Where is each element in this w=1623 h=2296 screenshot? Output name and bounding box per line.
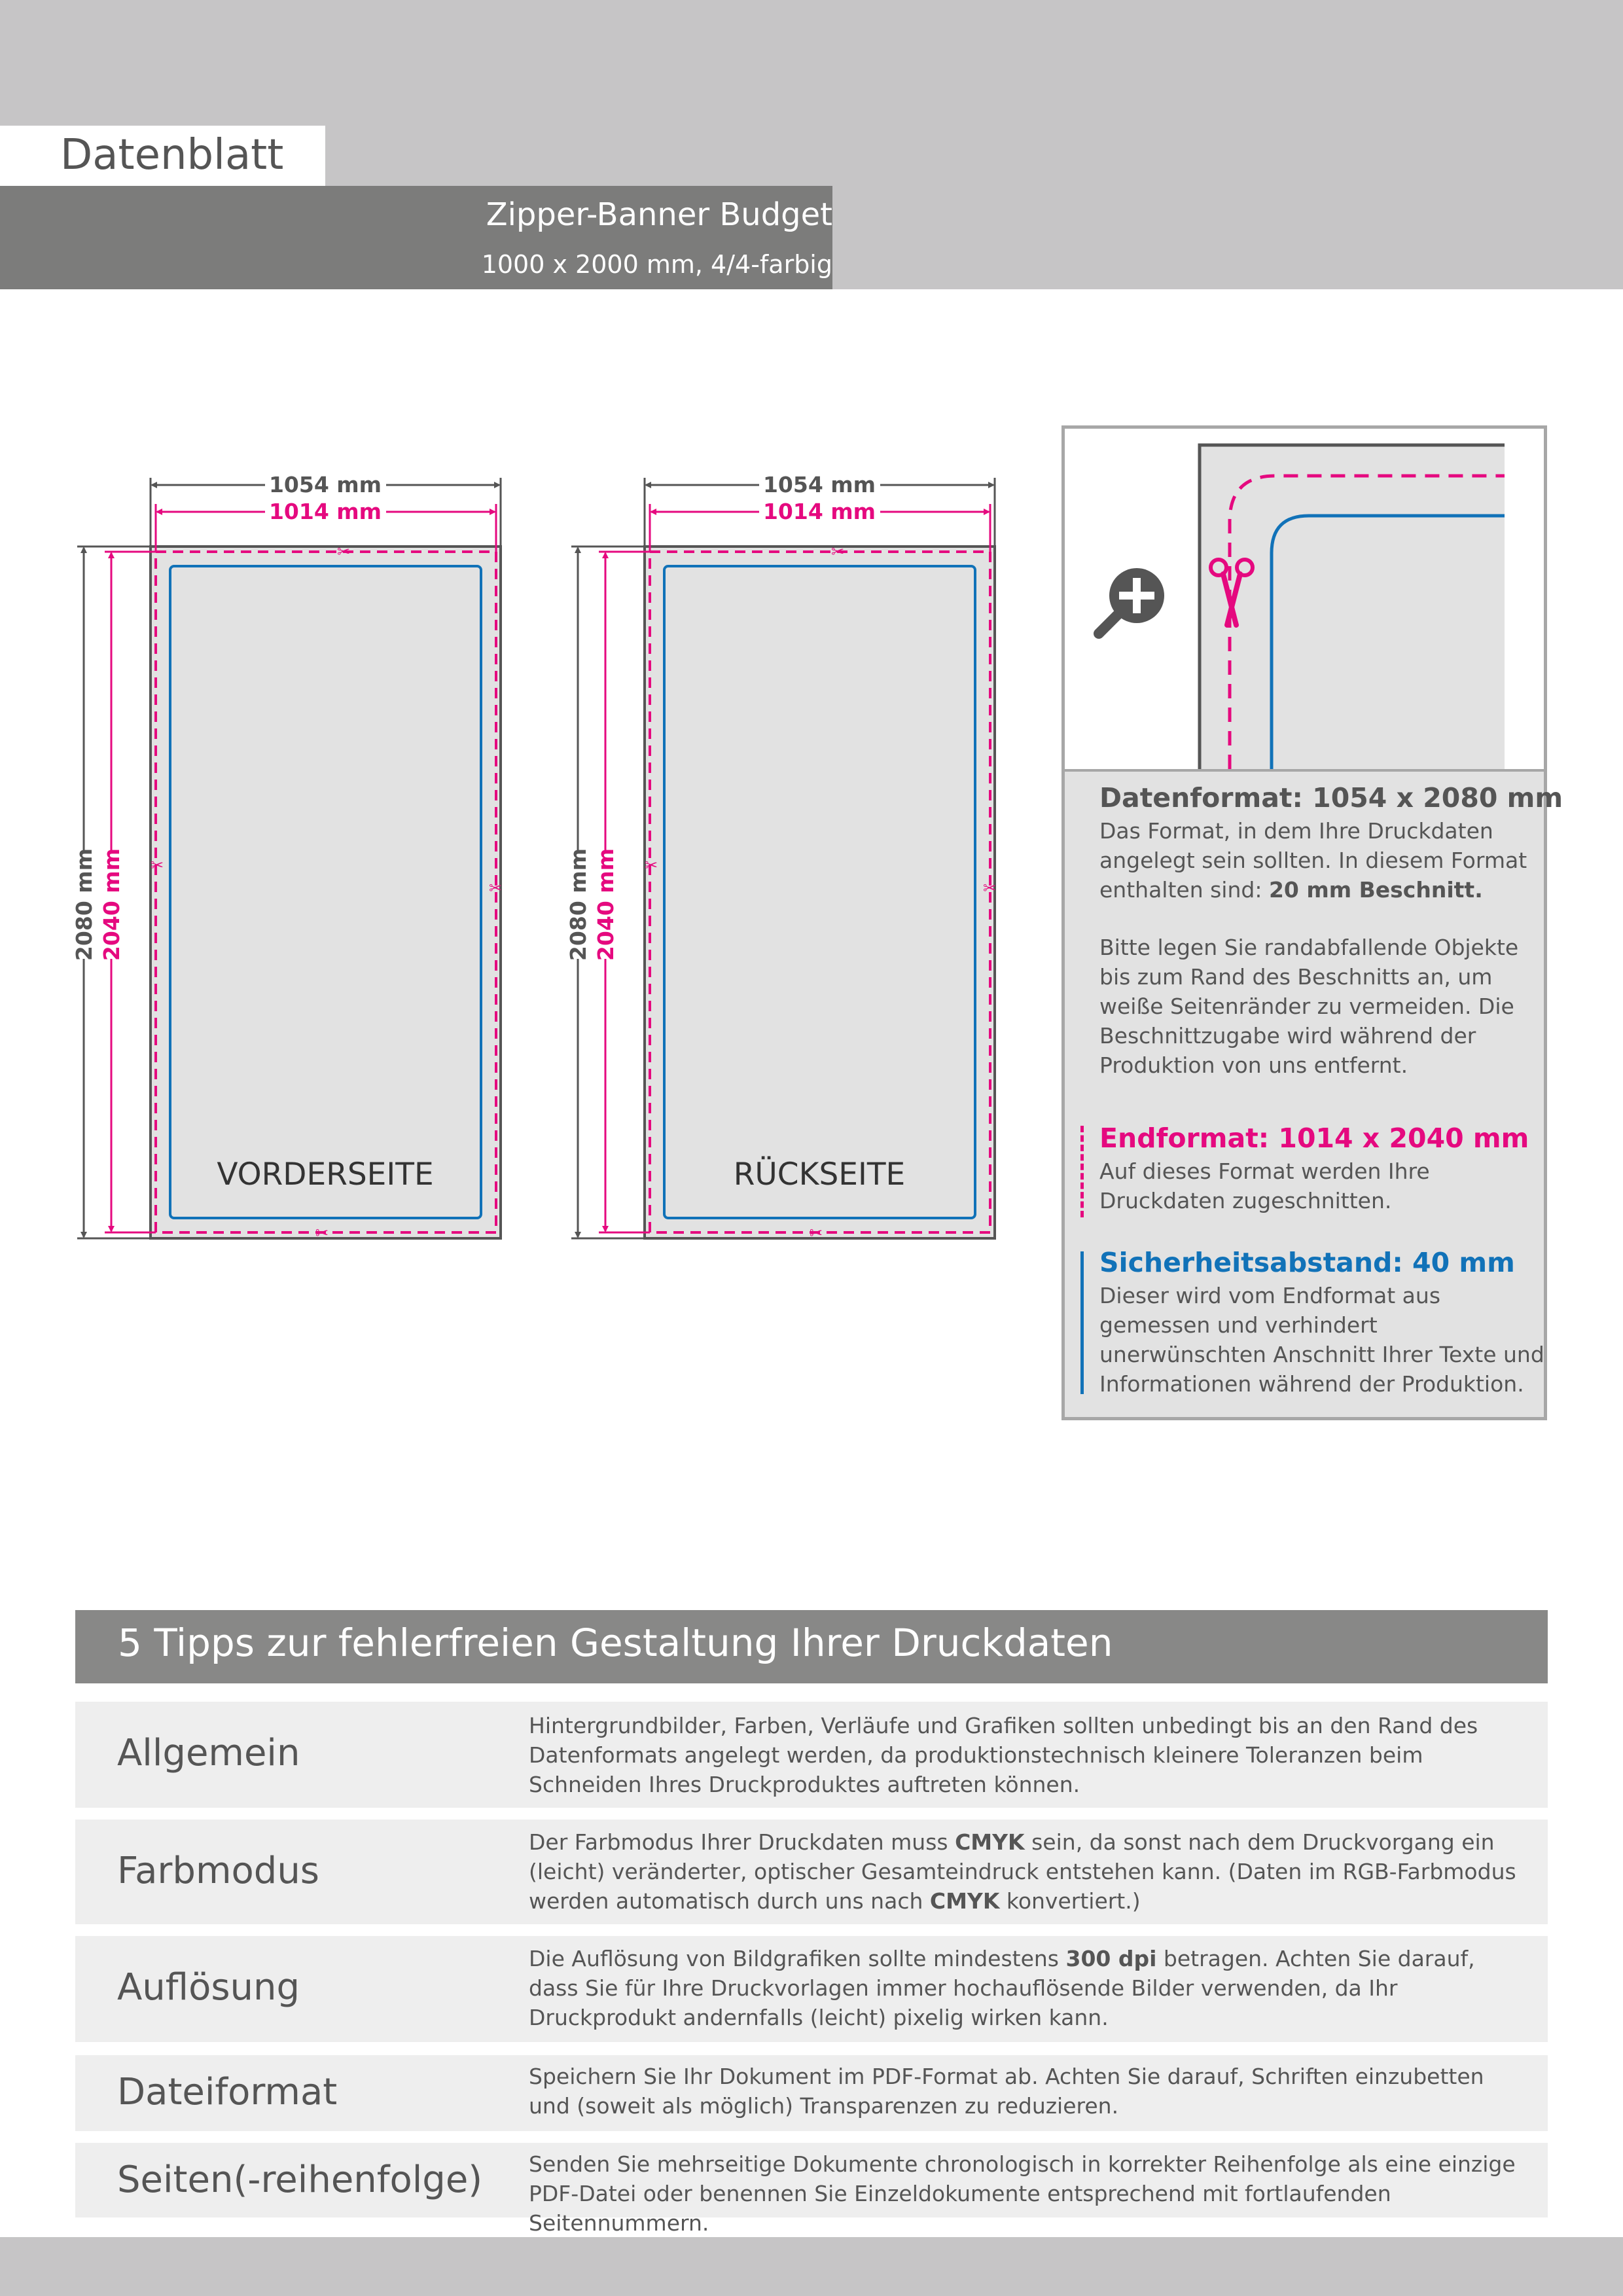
tip-label: Auflösung <box>117 1966 300 2009</box>
diagram-front <box>71 472 502 1242</box>
page-title: Datenblatt <box>60 131 284 179</box>
divider <box>1065 769 1544 772</box>
side-label: RÜCKSEITE <box>733 1157 906 1193</box>
endformat-text: Auf dieses Format werden Ihre Druckdaten zugeschnitten. <box>1099 1158 1430 1213</box>
endformat-marker <box>1080 1126 1084 1217</box>
product-name: Zipper-Banner Budget <box>486 196 832 233</box>
scissors-icon: ✂ <box>315 1224 329 1242</box>
scissors-icon: ✂ <box>982 879 997 897</box>
data-format-rect <box>645 547 995 1238</box>
product-spec: 1000 x 2000 mm, 4/4-farbig <box>481 250 832 279</box>
datenformat-text-2: Bitte legen Sie randabfallende Objekte bis zum Rand des Beschnitts an, um weiße Seitenränder zu vermeiden. Die Beschnittzugabe wird während der Produktion von uns entfernt. <box>1099 935 1519 1078</box>
sicherheit-text: Dieser wird vom Endformat aus gemessen und verhindert unerwünschten Anschnitt Ihrer Texte und Informationen während der Produktion. <box>1099 1283 1544 1397</box>
tip-label: Seiten(-reihenfolge) <box>117 2159 483 2201</box>
zoom-plus-icon <box>1099 568 1164 634</box>
tip-label: Dateiformat <box>117 2071 338 2113</box>
scissors-icon: ✂ <box>830 543 845 561</box>
scissors-icon: ✂ <box>150 856 164 874</box>
tip-text: Hintergrundbilder, Farben, Verläufe und Grafiken sollten unbedingt bis an den Rand des Datenformats angelegt werden, da produktionstechnisch kleinere Toleranzen beim Schneiden Ihres Druckproduktes auftreten können. <box>529 1713 1478 1797</box>
width-outer-label: 1054 mm <box>762 472 876 497</box>
scissors-icon: ✂ <box>809 1224 823 1242</box>
zoom-corner-illustration <box>1065 429 1544 769</box>
diagram-back <box>565 472 996 1242</box>
sicherheit-marker <box>1080 1251 1084 1394</box>
zoom-detail <box>1065 429 1544 769</box>
width-inner-label: 1014 mm <box>762 499 876 524</box>
side-label: VORDERSEITE <box>217 1157 434 1193</box>
tip-row <box>75 2143 1548 2236</box>
height-inner-label: 2040 mm <box>593 848 618 961</box>
datenformat-title: Datenformat: 1054 x 2080 mm <box>1099 782 1563 814</box>
footer-band <box>0 2237 1623 2296</box>
endformat-title: Endformat: 1014 x 2040 mm <box>1099 1122 1529 1154</box>
tip-label: Allgemein <box>117 1732 300 1774</box>
width-outer-label: 1054 mm <box>268 472 382 497</box>
tip-label: Farbmodus <box>117 1850 319 1892</box>
tip-row <box>75 1820 1548 1924</box>
height-outer-label: 2080 mm <box>71 848 97 961</box>
datenformat-text: Das Format, in dem Ihre Druckdaten angelegt sein sollten. In diesem Format enthalten sind: 20 mm Beschnitt. <box>1099 818 1527 903</box>
sicherheit-title: Sicherheitsabstand: 40 mm <box>1099 1247 1515 1278</box>
tip-text: Die Auflösung von Bildgrafiken sollte mindestens 300 dpi betragen. Achten Sie darauf, dass Sie für Ihre Druckvorlagen immer hochauflösende Bilder verwenden, da Ihr Druckprodukt andernfalls (leicht) pixelig wirken kann. <box>529 1946 1475 2030</box>
scissors-icon: ✂ <box>488 879 503 897</box>
scissors-icon: ✂ <box>336 543 351 561</box>
format-diagrams <box>0 0 1047 1276</box>
tip-row <box>75 2055 1548 2131</box>
tip-text: Der Farbmodus Ihrer Druckdaten muss CMYK sein, da sonst nach dem Druckvorgang ein (leicht) veränderter, optischer Gesamteindruck entstehen kann. (Daten im RGB-Farbmodus werden automatisch durch uns nach CMYK konvertiert.) <box>529 1829 1516 1914</box>
tip-row <box>75 1936 1548 2042</box>
tip-row <box>75 1702 1548 1808</box>
data-format-rect <box>151 547 501 1238</box>
height-outer-label: 2080 mm <box>565 848 591 961</box>
tip-text: Senden Sie mehrseitige Dokumente chronologisch in korrekter Reihenfolge als eine einzige PDF-Datei oder benennen Sie Einzeldokumente entsprechend mit fortlaufenden Seitennummern. <box>529 2151 1516 2236</box>
scissors-icon: ✂ <box>644 856 658 874</box>
tips-title: 5 Tipps zur fehlerfreien Gestaltung Ihrer Druckdaten <box>118 1621 1113 1665</box>
height-inner-label: 2040 mm <box>99 848 124 961</box>
width-inner-label: 1014 mm <box>268 499 382 524</box>
tip-text: Speichern Sie Ihr Dokument im PDF-Format ab. Achten Sie darauf, Schriften einzubetten und (soweit als möglich) Transparenzen zu reduzieren. <box>529 2064 1484 2119</box>
